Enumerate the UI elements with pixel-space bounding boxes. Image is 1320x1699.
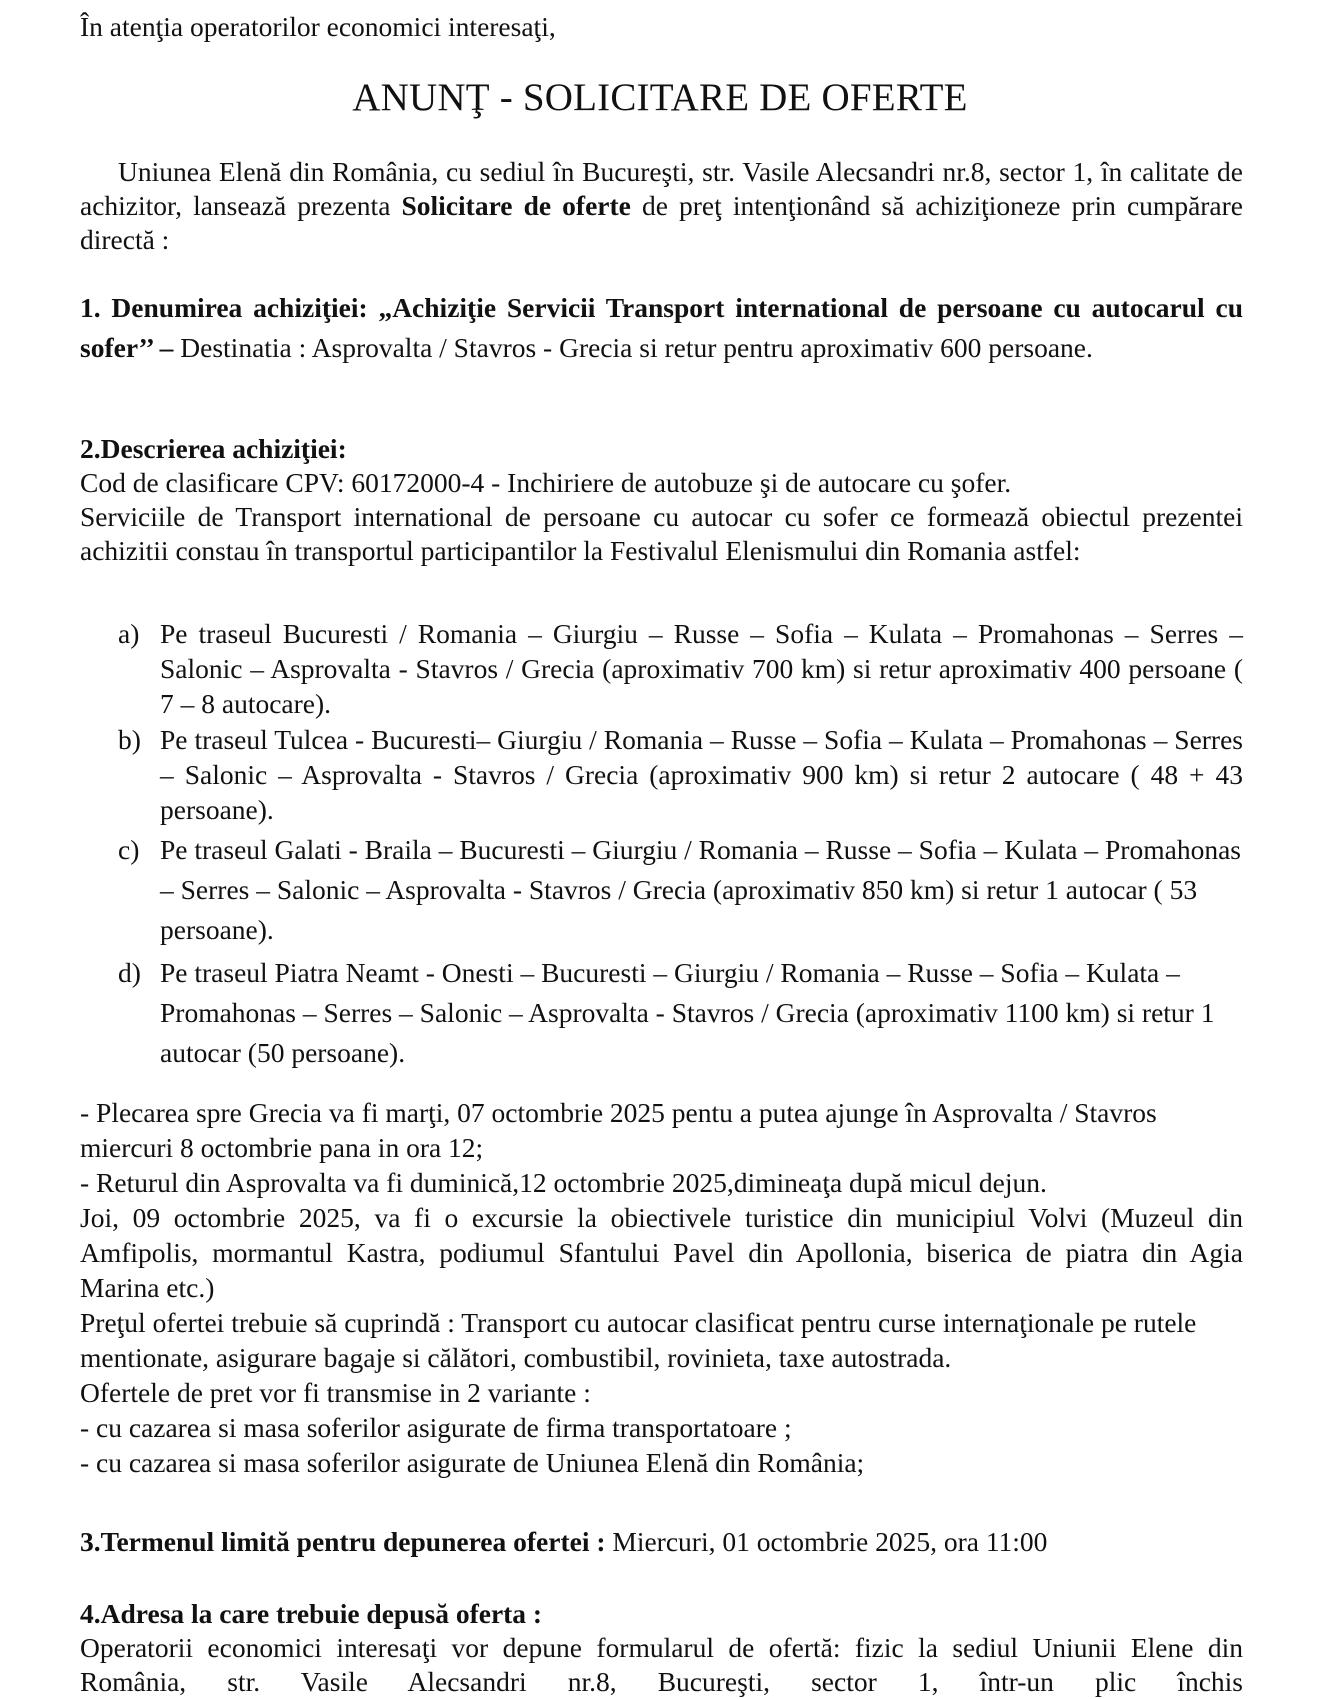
section-2-body <box>80 466 1243 568</box>
note-variant-1: - cu cazarea si masa soferilor asigurate de firma transportatoare ; <box>80 1412 792 1443</box>
intro-text-start: Uniunea Elenă din România, cu sediul în Bucureşti, str. Vasile Alecsandri nr.8, sector 1, în calitate de achizitor, lansează prezenta <box>80 156 1243 221</box>
deadline-text: Miercuri, 01 octombrie 2025, ora 11:00 <box>605 1526 1048 1557</box>
section-3-heading: 3.Termenul limită pentru depunerea ofertei : <box>80 1526 606 1557</box>
section-2-description: Serviciile de Transport international de persoane cu autocar cu sofer ce formează obiectul prezentei achizitii constau în transportul participantilor la Festivalul Elenismului din Romania astfel: <box>80 501 1243 566</box>
route-item-b <box>118 722 1243 827</box>
intro-paragraph <box>80 155 1243 257</box>
section-1-heading: 1. Denumirea achiziţiei: „Achiziţie Servicii Transport international de persoane cu autocarul cu sofer’’ – <box>80 292 1243 363</box>
route-item-c <box>118 830 1243 950</box>
note-excursion: Joi, 09 octombrie 2025, va fi o excursie la obiectivele turistice din municipiul Volvi (Muzeul din Amfipolis, mormantul Kastra, podiumul Sfantului Pavel din Apollonia, biserica de piatra din Agia Marina etc.) <box>80 1202 1243 1303</box>
section-1 <box>80 288 1243 368</box>
route-text: Pe traseul Tulcea - Bucuresti– Giurgiu / Romania – Russe – Sofia – Kulata – Promahonas – Serres – Salonic – Asprovalta - Stavros / Grecia (aproximativ 900 km) si retur 2 autocare ( 48 + 43 persoane). <box>160 724 1243 825</box>
greeting: În atenţia operatorilor economici interesaţi, <box>80 11 556 42</box>
note-departure: - Plecarea spre Grecia va fi marţi, 07 octombrie 2025 pentu a putea ajunge în Asprovalta / Stavros miercuri 8 octombrie pana in ora 12; <box>80 1097 1157 1163</box>
route-item-a <box>118 616 1243 721</box>
section-1-text: Destinatia : Asprovalta / Stavros - Grecia si retur pentru aproximativ 600 persoane. <box>173 332 1093 363</box>
note-return: - Returul din Asprovalta va fi duminică,12 octombrie 2025,dimineaţa după micul dejun. <box>80 1167 1047 1198</box>
section-3 <box>80 1525 1243 1559</box>
document-title: ANUNŢ - SOLICITARE DE OFERTE <box>352 76 968 119</box>
cpv-code-line: Cod de clasificare CPV: 60172000-4 - Inchiriere de autobuze şi de autocare cu şofer. <box>80 467 1012 498</box>
route-label: a) <box>118 618 140 649</box>
section-4-text: Operatorii economici interesaţi vor depune formularul de ofertă: fizic la sediul Uniunii Elene din România, str. Vasile Alecsandri nr.8, Bucureşti, sector 1, într-un plic închis <box>80 1632 1243 1697</box>
route-label: c) <box>118 834 140 865</box>
note-variant-2: - cu cazarea si masa soferilor asigurate de Uniunea Elenă din România; <box>80 1447 865 1478</box>
note-price-includes: Preţul ofertei trebuie să cuprindă : Transport cu autocar clasificat pentru curse internaţionale pe rutele mentionate, asigurare bagaje si călători, combustibil, rovinieta, taxe autostrada. <box>80 1307 1197 1373</box>
intro-text-end: de preţ intenţionând să achiziţioneze prin cumpărare directă : <box>80 190 1243 255</box>
route-text: Pe traseul Piatra Neamt - Onesti – Bucuresti – Giurgiu / Romania – Russe – Sofia – Kulata – Promahonas – Serres – Salonic – Asprovalta - Stavros / Grecia (aproximativ 1100 km) si retur 1 autocar (50 persoane). <box>160 957 1215 1068</box>
section-4-heading: 4.Adresa la care trebuie depusă oferta : <box>80 1598 543 1629</box>
route-label: d) <box>118 957 141 988</box>
route-text: Pe traseul Galati - Braila – Bucuresti – Giurgiu / Romania – Russe – Sofia – Kulata – Promahonas – Serres – Salonic – Asprovalta - Stavros / Grecia (aproximativ 850 km) si retur 1 autocar ( 53 persoane). <box>160 834 1241 945</box>
intro-bold-phrase: Solicitare de oferte <box>401 190 631 221</box>
section-2-heading: 2.Descrierea achiziţiei: <box>80 433 347 464</box>
route-item-d <box>118 953 1243 1073</box>
route-label: b) <box>118 724 141 755</box>
schedule-notes <box>80 1095 1243 1480</box>
note-offer-variants: Ofertele de pret vor fi transmise in 2 variante : <box>80 1377 591 1408</box>
route-text: Pe traseul Bucuresti / Romania – Giurgiu – Russe – Sofia – Kulata – Promahonas – Serres – Salonic – Asprovalta - Stavros / Grecia (aproximativ 700 km) si retur aproximativ 400 persoane ( 7 – 8 autocare). <box>160 618 1243 719</box>
